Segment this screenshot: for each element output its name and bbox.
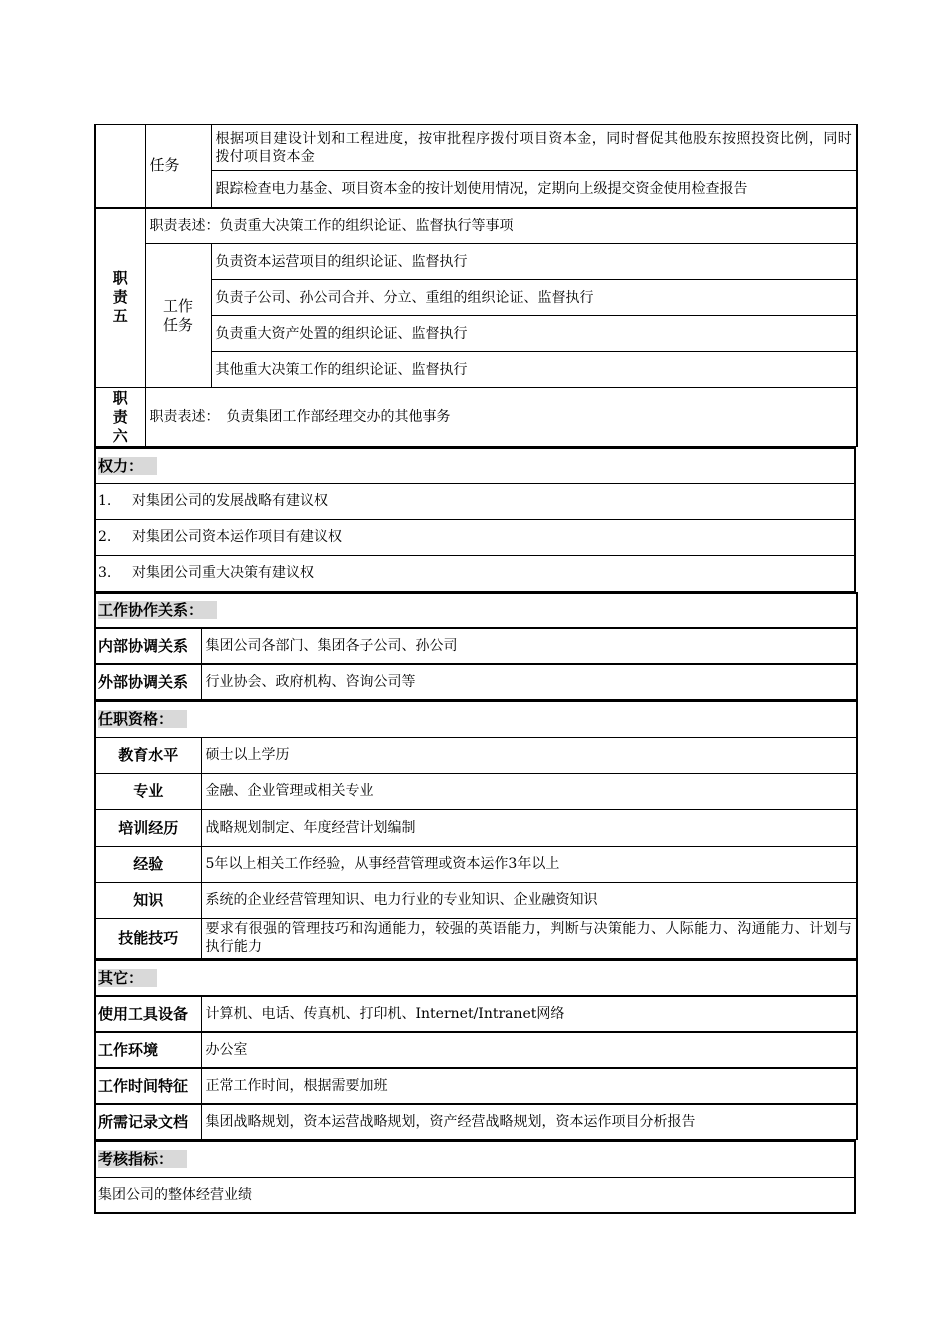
tools-value: 计算机、电话、传真机、打印机、Internet/Intranet网络 <box>201 996 857 1032</box>
documents-label: 所需记录文档 <box>95 1104 201 1140</box>
others-table <box>94 959 858 1141</box>
authority-item <box>95 519 855 555</box>
environment-value: 办公室 <box>201 1032 857 1068</box>
relations-table <box>94 592 858 701</box>
duty5-task-item: 负责重大资产处置的组织论证、监督执行 <box>211 316 857 352</box>
external-relations-value: 行业协会、政府机构、咨询公司等 <box>201 664 857 700</box>
authority-item <box>95 483 855 519</box>
duty5-description: 职责表述：负责重大决策工作的组织论证、监督执行等事项 <box>145 208 857 244</box>
assessment-title <box>95 1141 855 1177</box>
task-item: 根据项目建设计划和工程进度，按审批程序拨付项目资本金，同时督促其他股东按照投资比例，同时拨付项目资本金 <box>211 125 857 171</box>
authority-title <box>95 448 855 483</box>
duty5-task-label <box>145 244 211 388</box>
duty5-label <box>95 208 145 388</box>
authority-item-text: 对集团公司资本运作项目有建议权 <box>132 529 342 545</box>
others-title-text: 其它： <box>98 969 157 987</box>
job-description-document <box>94 124 856 1214</box>
assessment-table <box>94 1140 856 1214</box>
relations-title-text: 工作协作关系： <box>98 601 217 619</box>
authority-title-text: 权力： <box>98 457 157 475</box>
duties-table <box>94 124 858 447</box>
qualifications-title <box>95 701 857 737</box>
education-label: 教育水平 <box>95 737 201 773</box>
others-title <box>95 960 857 996</box>
authority-item-text: 对集团公司重大决策有建议权 <box>132 565 314 581</box>
assessment-title-text: 考核指标： <box>98 1150 187 1168</box>
relations-title <box>95 593 857 628</box>
duty-label-cell <box>95 125 145 208</box>
documents-value: 集团战略规划，资本运营战略规划，资产经营战略规划，资本运作项目分析报告 <box>201 1104 857 1140</box>
internal-relations-value: 集团公司各部门、集团各子公司、孙公司 <box>201 628 857 664</box>
authority-item-number: 2. <box>98 529 112 545</box>
education-value: 硕士以上学历 <box>201 737 857 773</box>
qualifications-table <box>94 700 858 959</box>
tools-label: 使用工具设备 <box>95 996 201 1032</box>
skills-value: 要求有很强的管理技巧和沟通能力，较强的英语能力，判断与决策能力、人际能力、沟通能力、计划与执行能力 <box>201 918 857 958</box>
major-label: 专业 <box>95 773 201 809</box>
experience-label: 经验 <box>95 846 201 882</box>
knowledge-label: 知识 <box>95 882 201 918</box>
authority-item-number: 3. <box>98 565 112 581</box>
skills-label: 技能技巧 <box>95 918 201 958</box>
duty6-description: 职责表述： 负责集团工作部经理交办的其他事务 <box>145 388 857 447</box>
duty5-task-item: 负责子公司、孙公司合并、分立、重组的组织论证、监督执行 <box>211 280 857 316</box>
duty6-label-text: 职责六 <box>112 388 128 445</box>
work-time-label: 工作时间特征 <box>95 1068 201 1104</box>
duty5-label-text: 职责五 <box>112 269 128 326</box>
authority-table <box>94 447 856 592</box>
internal-relations-label: 内部协调关系 <box>95 628 201 664</box>
major-value: 金融、企业管理或相关专业 <box>201 773 857 809</box>
duty5-task-item: 其他重大决策工作的组织论证、监督执行 <box>211 352 857 388</box>
authority-item <box>95 555 855 591</box>
task-item: 跟踪检查电力基金、项目资本金的按计划使用情况，定期向上级提交资金使用检查报告 <box>211 171 857 208</box>
training-label: 培训经历 <box>95 809 201 846</box>
duty5-task-item: 负责资本运营项目的组织论证、监督执行 <box>211 244 857 280</box>
assessment-value: 集团公司的整体经营业绩 <box>95 1177 855 1213</box>
authority-item-number: 1. <box>98 493 112 509</box>
duty5-task-label-text: 工作任务 <box>162 296 193 334</box>
work-time-value: 正常工作时间，根据需要加班 <box>201 1068 857 1104</box>
authority-item-text: 对集团公司的发展战略有建议权 <box>132 493 328 509</box>
knowledge-value: 系统的企业经营管理知识、电力行业的专业知识、企业融资知识 <box>201 882 857 918</box>
training-value: 战略规划制定、年度经营计划编制 <box>201 809 857 846</box>
experience-value: 5年以上相关工作经验，从事经营管理或资本运作3年以上 <box>201 846 857 882</box>
external-relations-label: 外部协调关系 <box>95 664 201 700</box>
qualifications-title-text: 任职资格： <box>98 710 187 728</box>
task-label: 任务 <box>145 125 211 208</box>
duty6-label <box>95 388 145 447</box>
environment-label: 工作环境 <box>95 1032 201 1068</box>
